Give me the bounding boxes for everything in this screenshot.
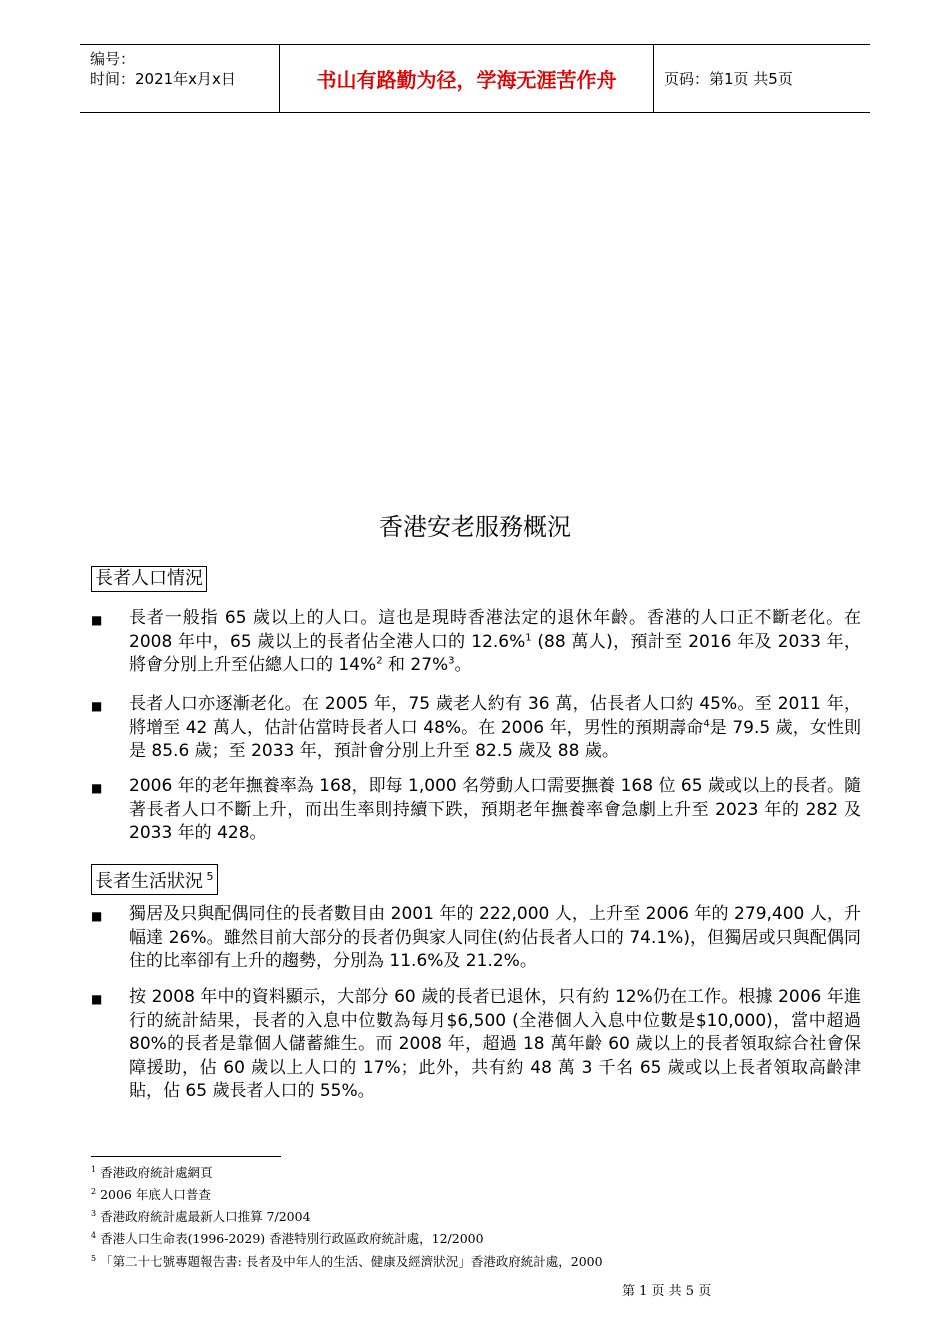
bullet-text: 長者人口亦逐漸老化。在 2005 年，75 歲老人約有 36 萬，佔長者人口約 45%。至 2011 年，將增至 42 萬人，估計佔當時長者人口 48%。在 2006 年，男性的預期壽命$^4$是 79.5 歲，女性則是 85.6 歲；至 2033 年，預計會分別上升至 82.5 歲及 88 歲。 [129, 694, 861, 761]
number-label: 编号： [90, 50, 136, 68]
footnote: $^5$ 「第二十七號專題報告書: 長者及中年人的生活、健康及經濟狀況」香港政府統計處，2000 [91, 1253, 603, 1269]
page-footer: 第 1 页 共 5 页 [622, 1284, 712, 1299]
header-page-info: 页码：第1页 共5页 [664, 70, 793, 88]
section-heading: 長者人口情況 [91, 566, 207, 592]
footnote: $^2$ 2006 年底人口普查 [91, 1187, 211, 1203]
bullet-item [91, 693, 861, 764]
footnotes [91, 1160, 603, 1271]
bullet-text: 2006 年的老年撫養率為 168，即每 1,000 名勞動人口需要撫養 168 位 65 歲或以上的長者。隨著長者人口不斷上升，而出生率則持續下跌，預期老年撫養率會急劇上升至 2023 年的 282 及 2033 年的 428。 [129, 776, 861, 843]
footnote: $^3$ 香港政府統計處最新人口推算 7/2004 [91, 1209, 311, 1225]
footnote: $^1$ 香港政府統計處網頁 [91, 1165, 213, 1181]
bullet-text: 按 2008 年中的資料顯示，大部分 60 歲的長者已退休，只有約 12%仍在工作。根據 2006 年進行的統計結果，長者的入息中位數為每月$6,500 (全港個人入息中位數是$10,000)，當中超過 80%的長者是靠個人儲蓄維生。而 2008 年，超過 18 萬年齡 60 歲以上的長者領取綜合社會保障援助，佔 60 歲以上人口的 17%；此外，共有約 48 萬 3 千名 65 歲或以上長者領取高齡津貼，佔 65 歲長者人口的 55%。 [129, 987, 861, 1101]
header-motto: 书山有路勤为径，学海无涯苦作舟 [280, 45, 654, 112]
bullet-text: 長者一般指 65 歲以上的人口。這也是現時香港法定的退休年齡。香港的人口正不斷老化。在 2008 年中，65 歲以上的長者佔全港人口的 12.6%$^1$ (88 萬人)，預計至 2016 年及 2033 年，將會分別上升至佔總人口的 14%$^2$ 和 27%$^3$。 [129, 608, 861, 675]
square-bullet-icon: ■ [91, 781, 103, 795]
document-title: 香港安老服務概況 [379, 513, 571, 541]
bullet-item [91, 775, 861, 846]
date-line: 时间：2021年x月x日 [90, 70, 236, 88]
bullet-text: 獨居及只與配偶同住的長者數目由 2001 年的 222,000 人，上升至 2006 年的 279,400 人，升幅達 26%。雖然目前大部分的長者仍與家人同住(約佔長者人口的 74.1%)，但獨居或只與配偶同住的比率卻有上升的趨勢，分別為 11.6%及 21.2%。 [129, 904, 861, 971]
document-header [80, 44, 870, 113]
section-heading: 長者生活狀況 $^5$ [91, 864, 218, 895]
footnote-separator [91, 1156, 281, 1157]
square-bullet-icon: ■ [91, 909, 103, 923]
square-bullet-icon: ■ [91, 992, 103, 1006]
square-bullet-icon: ■ [91, 699, 103, 713]
footnote: $^4$ 香港人口生命表(1996-2029) 香港特別行政區政府統計處，12/2000 [91, 1231, 484, 1247]
bullet-item [91, 903, 861, 974]
header-meta [80, 45, 280, 112]
bullet-item [91, 607, 861, 678]
square-bullet-icon: ■ [91, 613, 103, 627]
bullet-item [91, 986, 861, 1104]
